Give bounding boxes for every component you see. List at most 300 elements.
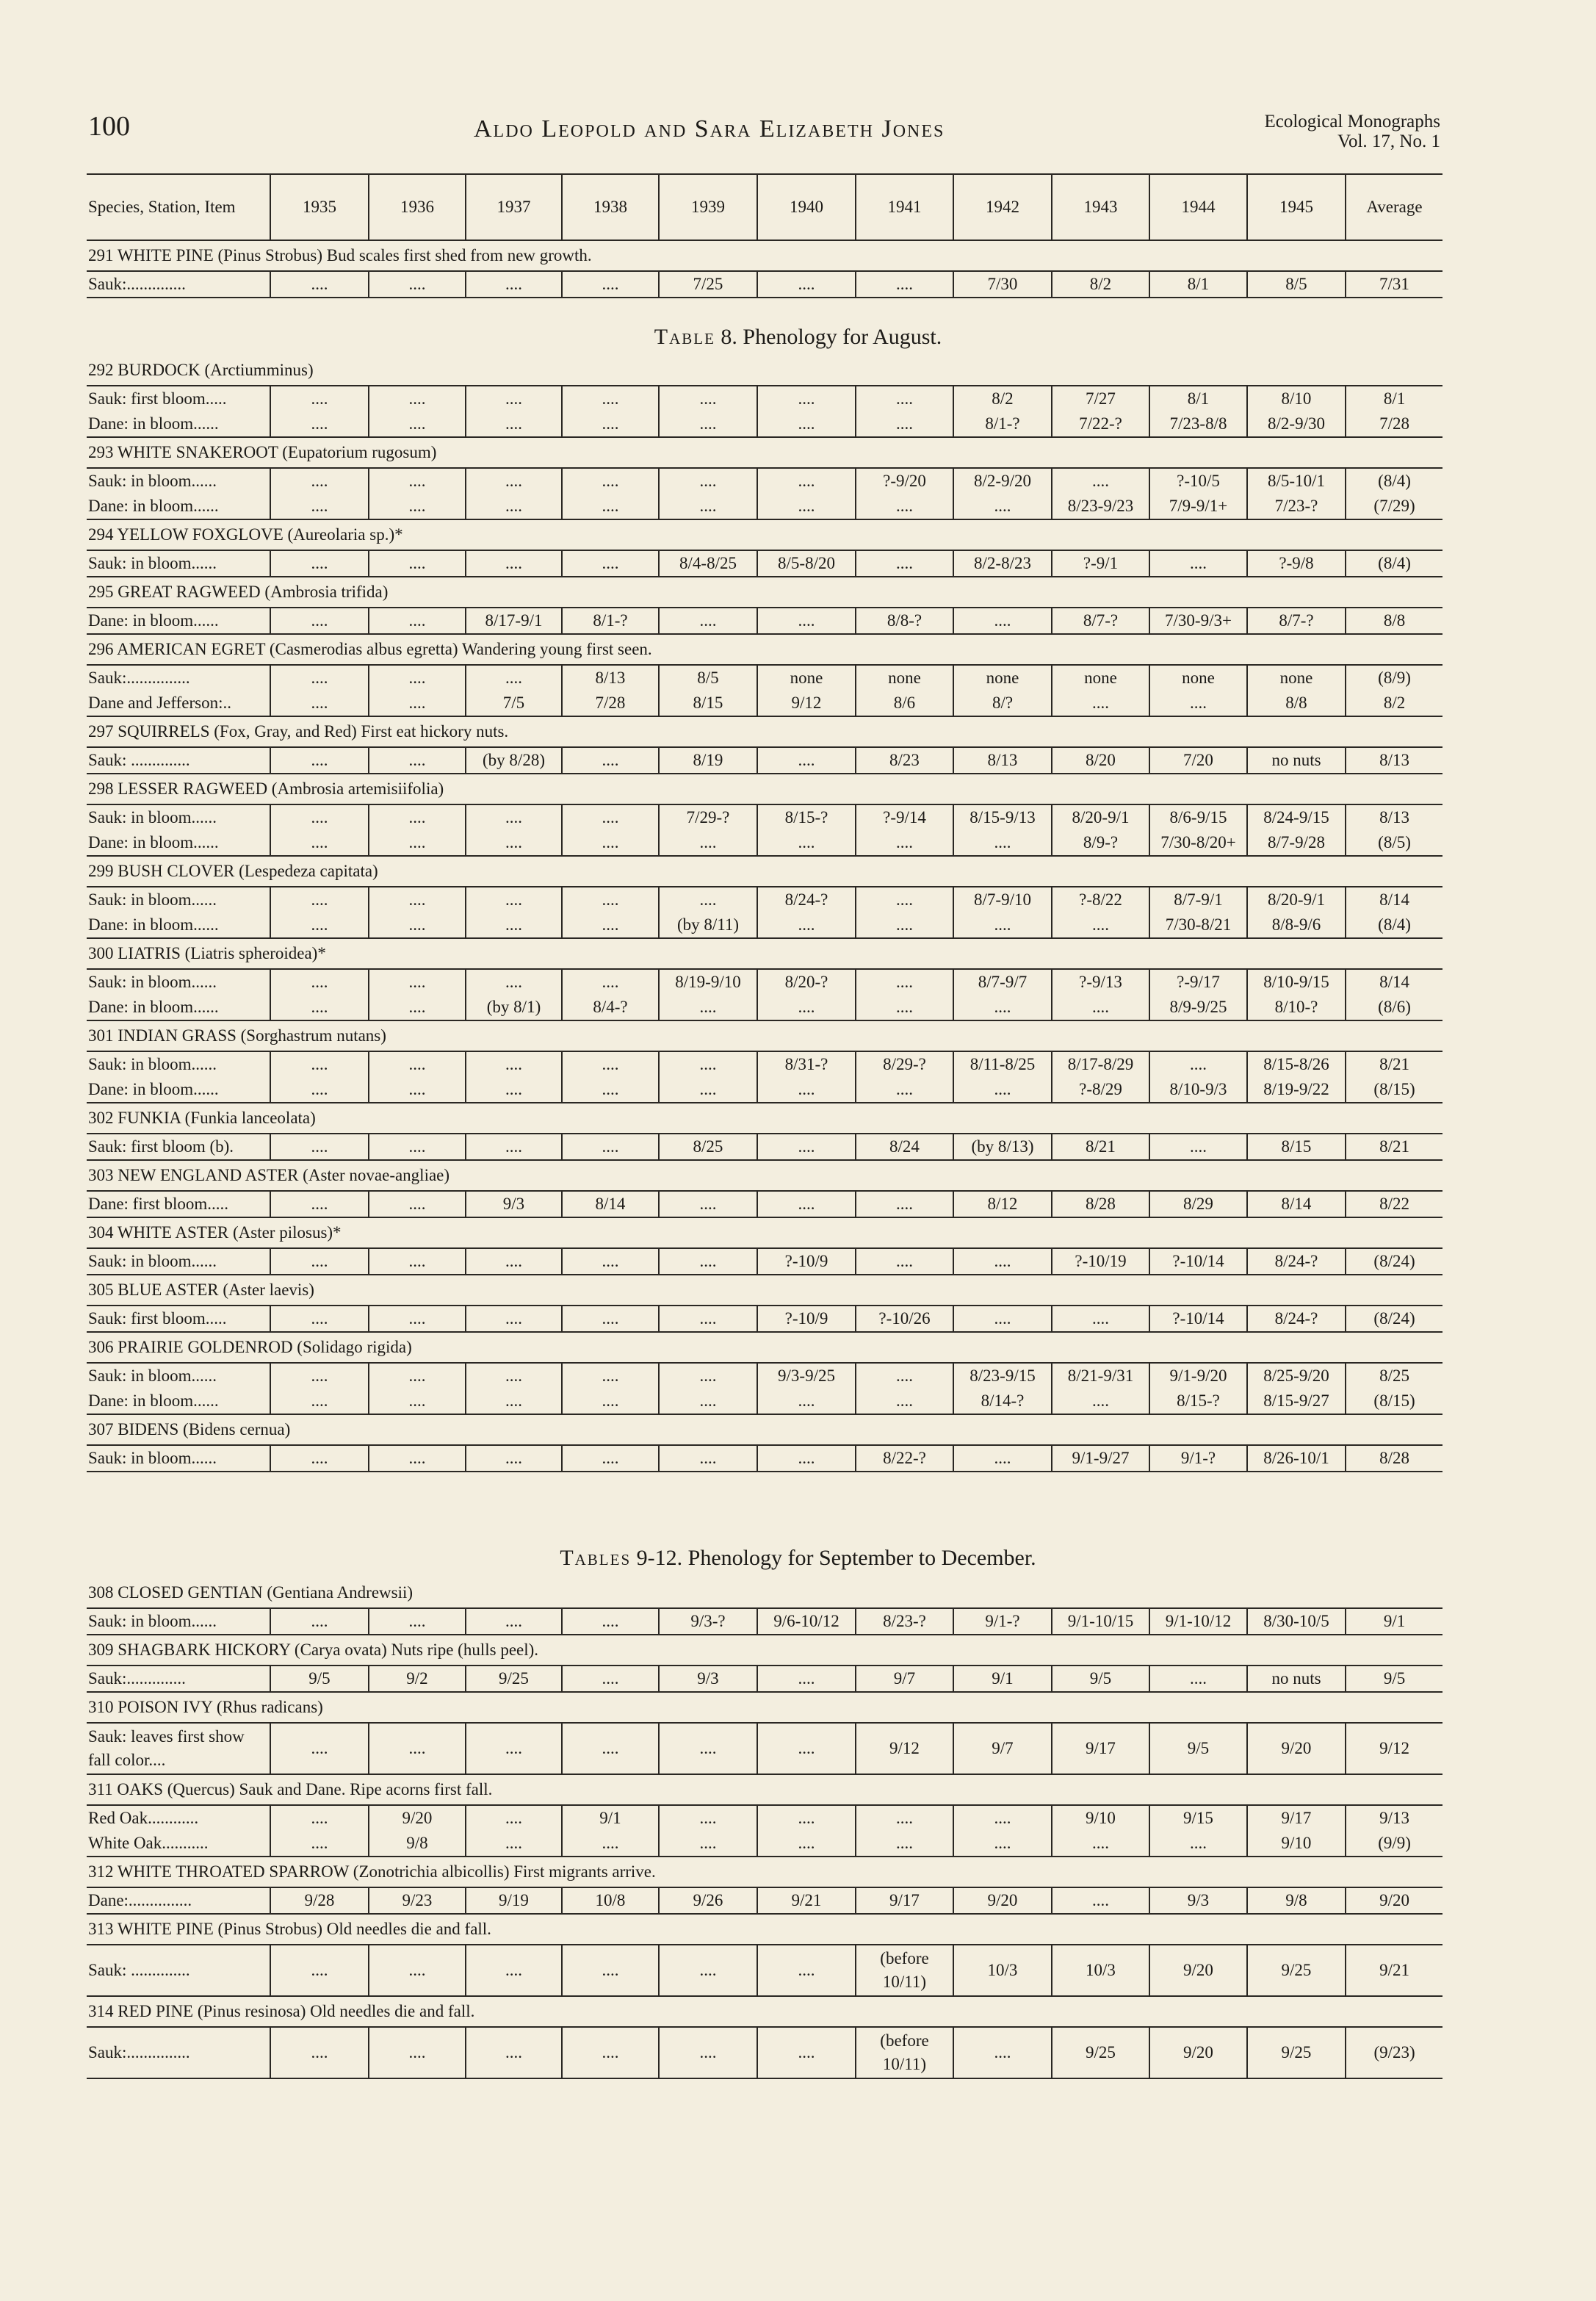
column-header-year: Average [1346,174,1442,240]
date-cell: 7/22-? [1052,411,1149,437]
data-row [87,1831,1442,1857]
date-cell: .... [562,1723,659,1774]
station-label: Sauk: .............. [87,1945,270,1996]
data-row [87,804,1442,830]
date-cell: .... [757,1723,856,1774]
species-title: 299 BUSH CLOVER (Lespedeza capitata) [87,856,1442,887]
date-cell: .... [1052,995,1149,1020]
date-cell: .... [270,494,369,519]
species-row [87,356,1442,386]
date-cell: .... [659,1945,757,1996]
date-cell: 9/20 [1149,1945,1247,1996]
date-cell: 9/12 [856,1723,953,1774]
station-label: Sauk: in bloom...... [88,1366,217,1385]
data-row [87,1134,1442,1160]
date-cell: ?-10/14 [1149,1306,1247,1332]
date-cell: 9/8 [1247,1887,1346,1914]
date-cell: (8/6) [1346,995,1442,1020]
date-cell: .... [757,1805,856,1831]
date-cell: .... [856,1831,953,1857]
date-cell: 9/3-? [659,1608,757,1635]
date-cell: 8/13 [1346,804,1442,830]
date-cell: (by 8/13) [953,1134,1052,1160]
date-cell: .... [369,747,466,774]
date-cell: 8/13 [953,747,1052,774]
date-cell: 9/3 [1149,1887,1247,1914]
date-cell: 8/10-9/3 [1149,1077,1247,1103]
station-label: Sauk: in bloom...... [88,472,217,490]
species-title: 295 GREAT RAGWEED (Ambrosia trifida) [87,577,1442,608]
date-cell: ?-10/26 [856,1306,953,1332]
data-row [87,1306,1442,1332]
date-cell: .... [270,830,369,856]
date-cell: .... [856,887,953,912]
station-label: Sauk: in bloom...... [88,973,217,991]
date-cell: 8/30-10/5 [1247,1608,1346,1635]
date-cell: 9/10 [1247,1831,1346,1857]
station-label: Sauk: first bloom..... [87,1306,270,1332]
date-cell: 9/20 [1247,1723,1346,1774]
date-cell: 8/19 [659,747,757,774]
date-cell: .... [856,995,953,1020]
data-row [87,1363,1442,1389]
species-title: 292 BURDOCK (Arctiumminus) [87,356,1442,386]
data-row [87,691,1442,716]
date-cell: .... [270,1389,369,1414]
date-cell: .... [856,550,953,577]
date-cell: .... [757,1077,856,1103]
date-cell: .... [466,1363,562,1389]
station-label: Sauk:............... [87,2027,270,2078]
date-cell: .... [1149,1051,1247,1077]
data-row [87,912,1442,938]
date-cell: 9/20 [953,1887,1052,1914]
date-cell: ?-9/13 [1052,969,1149,995]
data-row [87,1051,1442,1077]
date-cell: .... [466,830,562,856]
date-cell: .... [369,830,466,856]
date-cell: .... [757,830,856,856]
date-cell: 7/29-? [659,804,757,830]
date-cell: .... [369,1248,466,1275]
date-cell: 8/10-9/15 [1247,969,1346,995]
date-cell: .... [1052,1306,1149,1332]
date-cell: .... [953,608,1052,634]
data-row [87,1077,1442,1103]
date-cell: 8/2 [1052,271,1149,298]
date-cell: 7/30 [953,271,1052,298]
date-cell: 8/20-? [757,969,856,995]
date-cell: 7/23-? [1247,494,1346,519]
data-row [87,1805,1442,1831]
species-row [87,1692,1442,1723]
date-cell: 9/25 [1052,2027,1149,2078]
date-cell: .... [757,1666,856,1692]
date-cell: 8/15-9/13 [953,804,1052,830]
date-cell: 7/25 [659,271,757,298]
date-cell: 8/1 [1149,271,1247,298]
date-cell: 8/23-? [856,1608,953,1635]
date-cell: 8/21-9/31 [1052,1363,1149,1389]
date-cell: 8/25 [659,1134,757,1160]
date-cell: .... [659,468,757,494]
date-cell: 8/29-? [856,1051,953,1077]
date-cell: .... [1149,691,1247,716]
species-title: 310 POISON IVY (Rhus radicans) [87,1692,1442,1723]
station-label: Red Oak............ [88,1809,199,1827]
date-cell: .... [1149,1831,1247,1857]
date-cell: 9/1-? [1149,1445,1247,1472]
date-cell: .... [466,1805,562,1831]
column-header-label: Species, Station, Item [87,174,270,240]
date-cell: 9/20 [1346,1887,1442,1914]
date-cell: 8/15-9/27 [1247,1389,1346,1414]
date-cell: .... [562,386,659,411]
date-cell: 8/15-? [1149,1389,1247,1414]
journal-volume: Vol. 17, No. 1 [1337,132,1440,151]
date-cell: .... [659,1363,757,1389]
date-cell: 8/1 [1149,386,1247,411]
date-cell: 8/8-? [856,608,953,634]
date-cell: .... [659,1248,757,1275]
date-cell: .... [856,1077,953,1103]
station-label: Sauk:.............. [87,1666,270,1692]
station-label: Sauk: in bloom...... [87,1445,270,1472]
date-cell: 8/21 [1346,1051,1442,1077]
species-row [87,1103,1442,1134]
date-cell: none [953,665,1052,691]
date-cell: .... [466,271,562,298]
date-cell: .... [270,386,369,411]
date-cell: .... [466,1608,562,1635]
caption-text: 9-12. Phenology for September to December. [631,1546,1036,1570]
date-cell: .... [1149,550,1247,577]
date-cell: .... [466,468,562,494]
species-row [87,519,1442,550]
date-cell: .... [757,271,856,298]
date-cell: 7/28 [1346,411,1442,437]
date-cell: 8/23 [856,747,953,774]
species-row [87,1275,1442,1306]
date-cell: 9/12 [757,691,856,716]
date-cell: .... [369,1945,466,1996]
date-cell: .... [856,1805,953,1831]
journal-name: Ecological Monographs [1264,112,1440,132]
date-cell: .... [270,550,369,577]
station-label: Sauk: in bloom...... [87,1248,270,1275]
date-cell: 8/15 [659,691,757,716]
species-title: 312 WHITE THROATED SPARROW (Zonotrichia albicollis) First migrants arrive. [87,1857,1442,1887]
date-cell: 9/23 [369,1887,466,1914]
date-cell: none [856,665,953,691]
date-cell: .... [856,494,953,519]
species-row [87,634,1442,665]
date-cell: 8/1-? [562,608,659,634]
date-cell: 9/17 [1247,1805,1346,1831]
date-cell: 8/24-? [1247,1306,1346,1332]
date-cell: 8/14-? [953,1389,1052,1414]
date-cell: 9/25 [466,1666,562,1692]
date-cell: 9/10 [1052,1805,1149,1831]
species-title: 305 BLUE ASTER (Aster laevis) [87,1275,1442,1306]
column-header-year: 1939 [659,174,757,240]
date-cell: 9/15 [1149,1805,1247,1831]
date-cell: 7/20 [1149,747,1247,774]
date-cell: .... [466,1389,562,1414]
column-header-year: 1938 [562,174,659,240]
date-cell: .... [270,1134,369,1160]
date-cell: 7/30-8/21 [1149,912,1247,938]
date-cell: 8/6-9/15 [1149,804,1247,830]
caption-label: Table [654,325,715,349]
species-title: 308 CLOSED GENTIAN (Gentiana Andrewsii) [87,1578,1442,1608]
species-title: 304 WHITE ASTER (Aster pilosus)* [87,1217,1442,1248]
date-cell: .... [1052,1887,1149,1914]
date-cell: 8/15-? [757,804,856,830]
station-label: Sauk: in bloom...... [87,550,270,577]
date-cell: .... [369,804,466,830]
date-cell: 8/8 [1247,691,1346,716]
date-cell: .... [270,1051,369,1077]
date-cell: 8/11-8/25 [953,1051,1052,1077]
data-row [87,494,1442,519]
date-cell: none [1052,665,1149,691]
date-cell: .... [270,969,369,995]
data-row [87,1608,1442,1635]
date-cell: .... [369,1723,466,1774]
date-cell: .... [270,1306,369,1332]
date-cell: .... [1052,1831,1149,1857]
date-cell: .... [659,1831,757,1857]
date-cell: 8/5-10/1 [1247,468,1346,494]
date-cell: 8/1 [1346,386,1442,411]
date-cell: .... [562,2027,659,2078]
station-label: Dane: in bloom...... [87,995,270,1020]
species-row [87,437,1442,468]
date-cell: 8/7-? [1052,608,1149,634]
species-title: 300 LIATRIS (Liatris spheroidea)* [87,938,1442,969]
date-cell: .... [562,1389,659,1414]
station-label: Dane: in bloom...... [87,830,270,856]
column-header-year: 1943 [1052,174,1149,240]
date-cell: .... [757,2027,856,2078]
date-cell: 8/6 [856,691,953,716]
date-cell: 9/3 [466,1191,562,1217]
date-cell: 8/24 [856,1134,953,1160]
date-cell: 7/30-9/3+ [1149,608,1247,634]
date-cell: 9/8 [369,1831,466,1857]
date-cell: 9/21 [1346,1945,1442,1996]
date-cell: .... [953,1077,1052,1103]
date-cell: .... [270,747,369,774]
date-cell: .... [369,665,466,691]
date-cell: .... [270,804,369,830]
date-cell: .... [369,1306,466,1332]
date-cell: .... [1052,1389,1149,1414]
date-cell: 9/1-9/27 [1052,1445,1149,1472]
column-header-year: 1942 [953,174,1052,240]
date-cell: .... [562,1831,659,1857]
date-cell: ?-10/9 [757,1248,856,1275]
date-cell: ?-9/14 [856,804,953,830]
data-row [87,1666,1442,1692]
column-header-year: 1945 [1247,174,1346,240]
date-cell: .... [562,804,659,830]
date-cell: 8/14 [1346,969,1442,995]
species-row [87,1857,1442,1887]
date-cell: 9/5 [1149,1723,1247,1774]
date-cell: .... [757,1445,856,1472]
date-cell: .... [466,804,562,830]
species-title: 302 FUNKIA (Funkia lanceolata) [87,1103,1442,1134]
date-cell: .... [270,1831,369,1857]
column-header-row [87,174,1442,240]
date-cell: 8/31-? [757,1051,856,1077]
date-cell: .... [369,468,466,494]
species-row [87,1217,1442,1248]
date-cell: .... [856,1248,953,1275]
date-cell: (9/23) [1346,2027,1442,2078]
date-cell: .... [369,887,466,912]
date-cell: .... [953,912,1052,938]
date-cell: .... [270,665,369,691]
date-cell: .... [270,1191,369,1217]
page-number: 100 [88,111,130,142]
date-cell: .... [562,271,659,298]
date-cell: none [757,665,856,691]
date-cell: (before 10/11) [856,1945,953,1996]
date-cell: (8/9) [1346,665,1442,691]
date-cell: no nuts [1247,747,1346,774]
species-row [87,1635,1442,1666]
date-cell: 8/2-8/23 [953,550,1052,577]
date-cell: 9/25 [1247,2027,1346,2078]
date-cell: 8/24-? [1247,1248,1346,1275]
date-cell: .... [369,1051,466,1077]
date-cell: 9/19 [466,1887,562,1914]
table-8-caption [0,325,1596,350]
date-cell: .... [369,912,466,938]
data-row [87,665,1442,691]
data-row [87,747,1442,774]
station-label: Dane:............... [87,1887,270,1914]
date-cell: 9/2 [369,1666,466,1692]
date-cell: .... [466,2027,562,2078]
date-cell: .... [659,830,757,856]
date-cell: 10/3 [953,1945,1052,1996]
date-cell: .... [466,386,562,411]
date-cell: .... [757,995,856,1020]
date-cell: 7/9-9/1+ [1149,494,1247,519]
date-cell: .... [466,1306,562,1332]
date-cell: .... [1149,1134,1247,1160]
date-cell: .... [953,1306,1052,1332]
date-cell: .... [270,995,369,1020]
date-cell: 10/3 [1052,1945,1149,1996]
date-cell: .... [659,1805,757,1831]
column-header-year: 1935 [270,174,369,240]
date-cell: 8/1-? [953,411,1052,437]
date-cell: .... [466,1077,562,1103]
date-cell: 8/19-9/10 [659,969,757,995]
date-cell: 9/1-10/15 [1052,1608,1149,1635]
date-cell: .... [466,1051,562,1077]
date-cell: .... [856,912,953,938]
date-cell: 8/2 [1346,691,1442,716]
date-cell: ?-10/19 [1052,1248,1149,1275]
phenology-table-july [87,173,1442,298]
date-cell: .... [953,1248,1052,1275]
date-cell: 8/? [953,691,1052,716]
date-cell: 8/7-9/10 [953,887,1052,912]
date-cell: .... [270,1805,369,1831]
date-cell: .... [369,550,466,577]
date-cell: .... [369,608,466,634]
data-row [87,386,1442,411]
date-cell: .... [659,2027,757,2078]
date-cell: .... [757,1134,856,1160]
date-cell: 7/27 [1052,386,1149,411]
species-title: 291 WHITE PINE (Pinus Strobus) Bud scales first shed from new growth. [87,240,1442,271]
date-cell: .... [562,494,659,519]
column-header-year: 1937 [466,174,562,240]
date-cell: .... [270,1445,369,1472]
date-cell: 9/26 [659,1887,757,1914]
date-cell: .... [369,411,466,437]
station-label: Dane and Jefferson:.. [87,691,270,716]
date-cell: 8/25 [1346,1363,1442,1389]
date-cell: .... [466,665,562,691]
species-row [87,774,1442,804]
date-cell: ?-10/14 [1149,1248,1247,1275]
date-cell: .... [562,411,659,437]
species-row [87,1414,1442,1445]
column-header-year: 1936 [369,174,466,240]
date-cell: 8/8-9/6 [1247,912,1346,938]
date-cell: .... [466,912,562,938]
date-cell: 8/5-8/20 [757,550,856,577]
date-cell: .... [466,1445,562,1472]
date-cell: .... [270,608,369,634]
date-cell: 8/19-9/22 [1247,1077,1346,1103]
date-cell: .... [270,1363,369,1389]
station-label: Sauk: in bloom...... [88,808,217,827]
species-title: 297 SQUIRRELS (Fox, Gray, and Red) First eat hickory nuts. [87,716,1442,747]
date-cell: 8/8 [1346,608,1442,634]
species-title: 314 RED PINE (Pinus resinosa) Old needles die and fall. [87,1996,1442,2027]
station-label: Sauk: in bloom...... [87,1608,270,1635]
date-cell: .... [659,608,757,634]
date-cell: .... [856,1389,953,1414]
date-cell: .... [369,995,466,1020]
date-cell: 9/1 [1346,1608,1442,1635]
date-cell: .... [757,747,856,774]
date-cell: .... [757,468,856,494]
date-cell: .... [659,887,757,912]
date-cell: ?-8/22 [1052,887,1149,912]
species-title: 306 PRAIRIE GOLDENROD (Solidago rigida) [87,1332,1442,1363]
journal-reference [1264,112,1440,151]
date-cell: (by 8/11) [659,912,757,938]
date-cell: .... [369,1608,466,1635]
station-label: Dane: first bloom..... [87,1191,270,1217]
date-cell: 8/5 [1247,271,1346,298]
date-cell: 9/1-? [953,1608,1052,1635]
date-cell: (9/9) [1346,1831,1442,1857]
date-cell: .... [659,494,757,519]
data-row [87,468,1442,494]
date-cell: .... [757,1831,856,1857]
